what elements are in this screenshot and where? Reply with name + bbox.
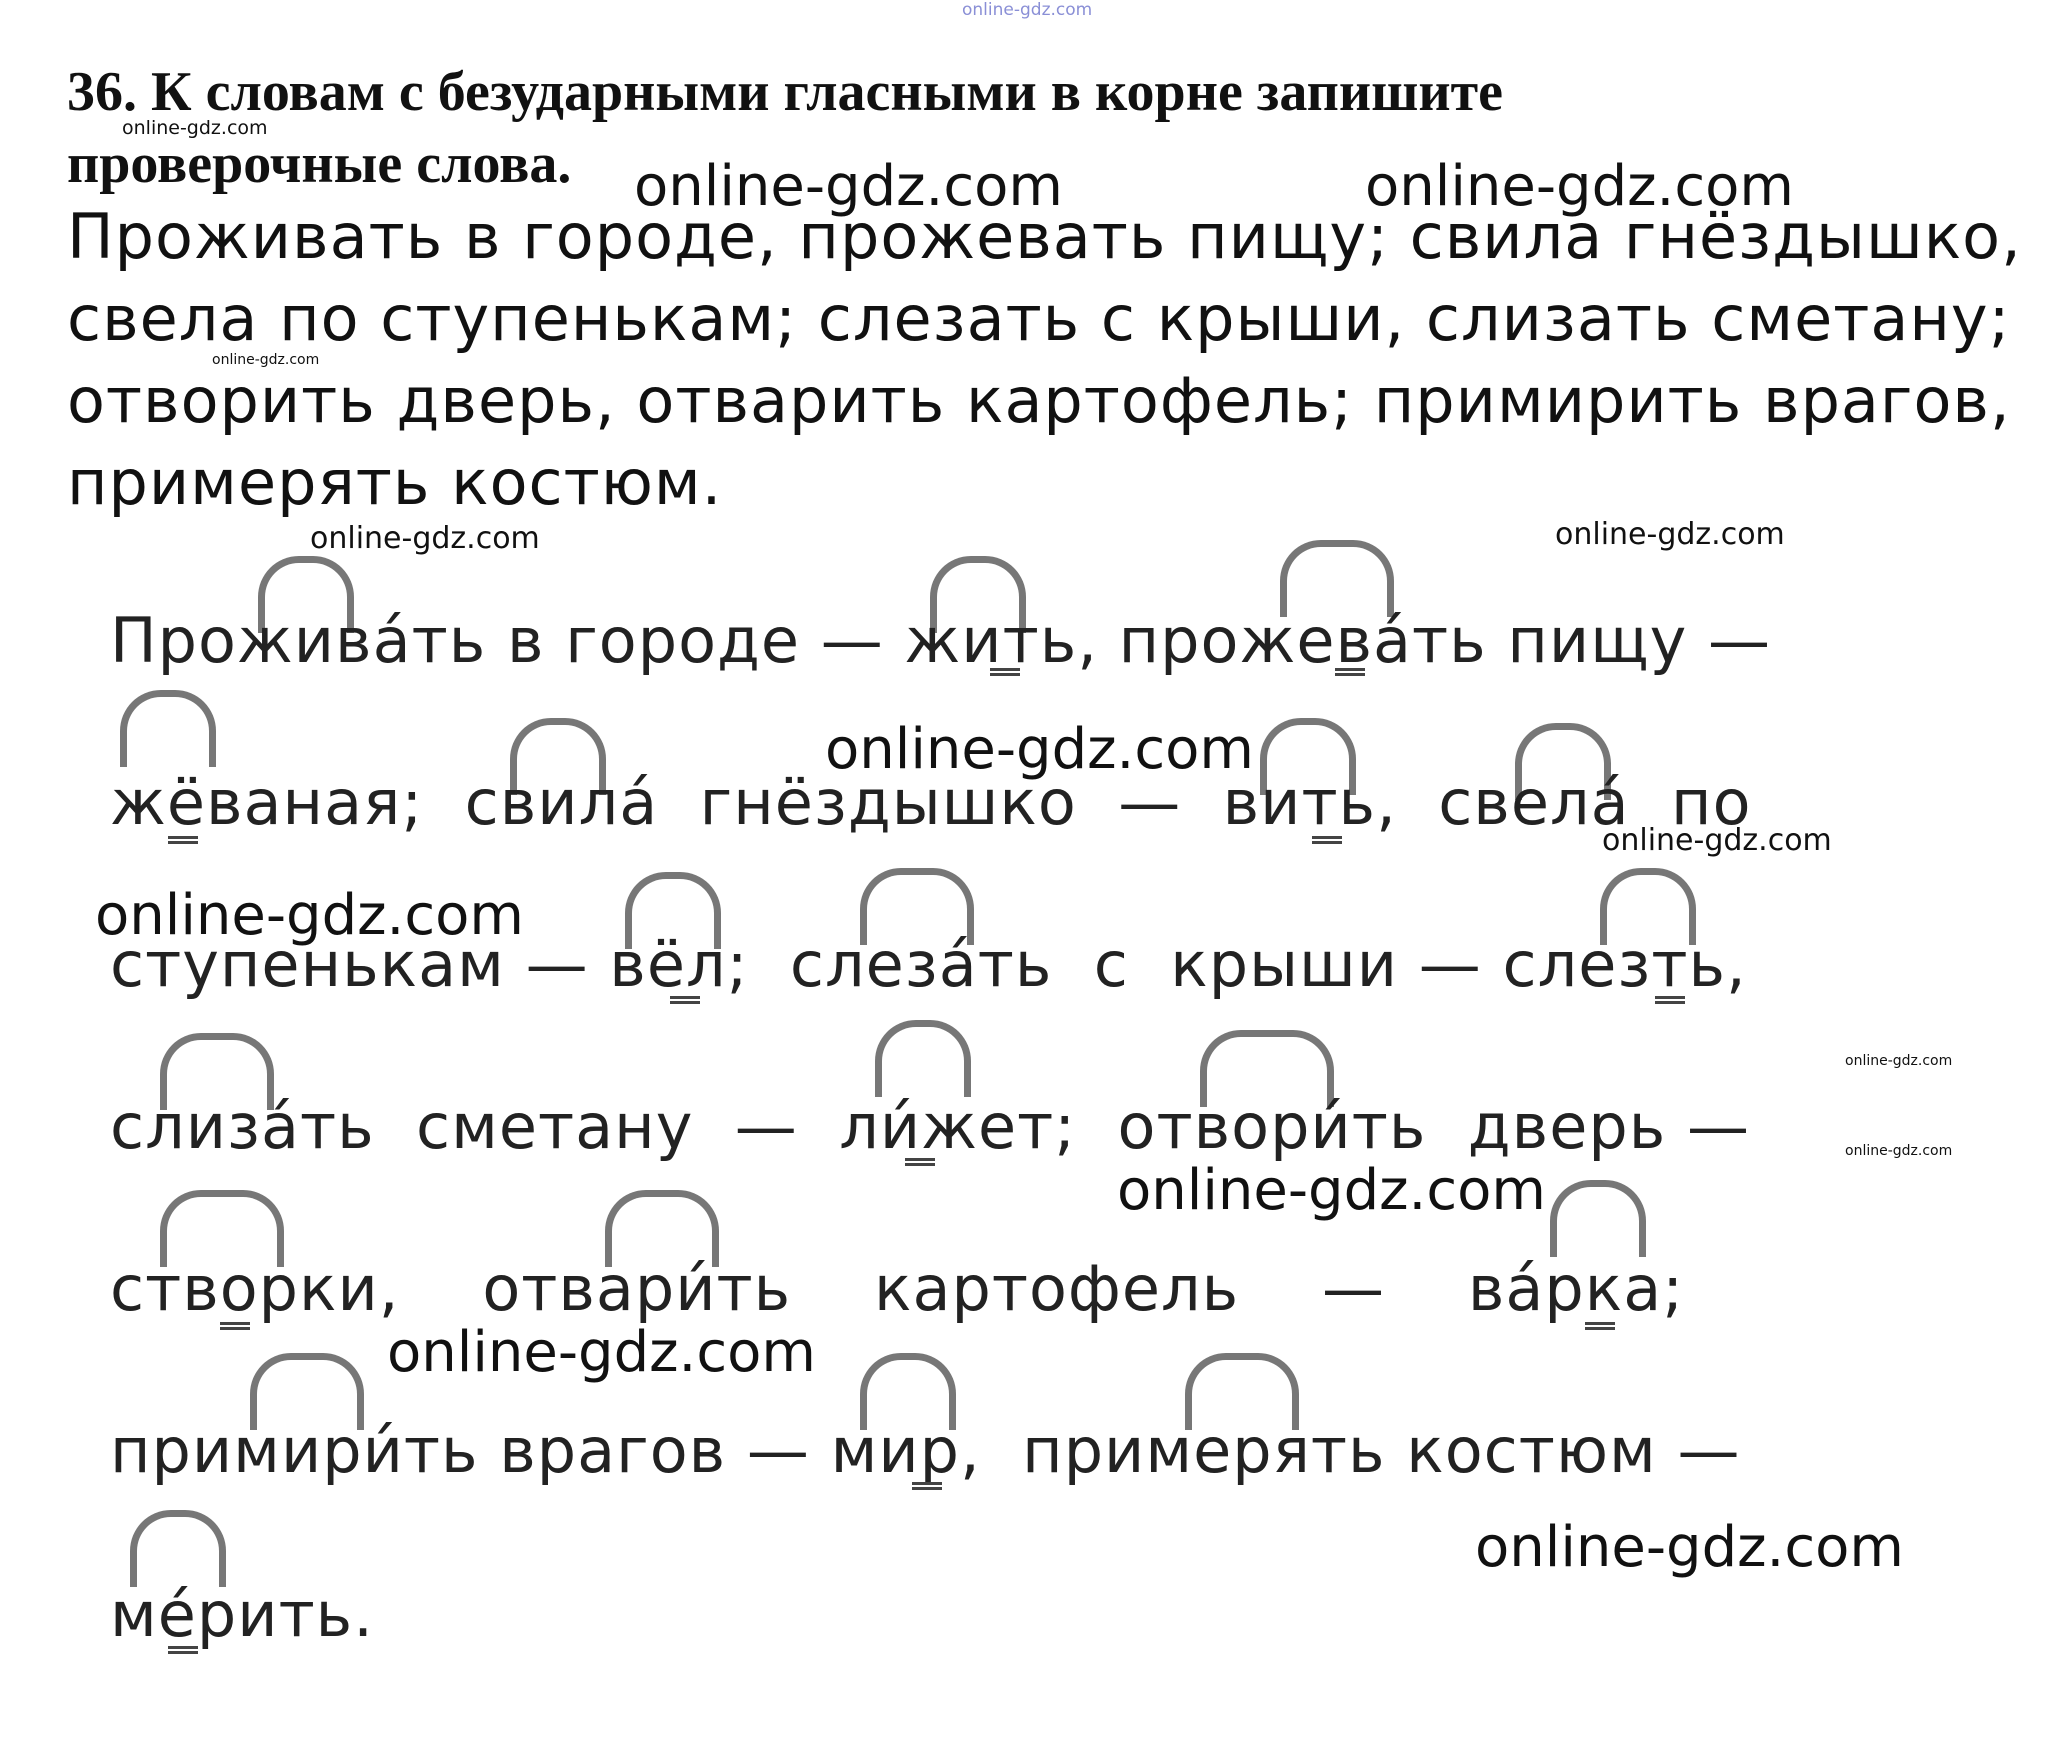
answer-line: ме́рить. — [110, 1578, 374, 1651]
vowel-underline — [905, 1158, 935, 1166]
watermark: online-gdz.com — [634, 154, 1063, 219]
watermark: online-gdz.com — [1555, 517, 1785, 552]
task-title: 36. К словам с безударными гласными в корне запишите проверочные слова. — [67, 61, 1504, 195]
watermark: online-gdz.com — [962, 0, 1093, 20]
watermark: online-gdz.com — [212, 352, 320, 368]
vowel-underline — [1335, 668, 1365, 676]
watermark: online-gdz.com — [122, 117, 268, 139]
vowel-underline — [912, 1482, 942, 1490]
answer-line: Прожива́ть в городе — жить, прожева́ть пищу — — [110, 604, 1771, 677]
answer-line: створки, отвари́ть картофель — ва́рка; — [110, 1252, 1685, 1325]
vowel-underline — [1312, 836, 1342, 844]
answer-line: жёваная; свила́ гнёздышко — вить, свела́ по — [110, 766, 1752, 839]
watermark: online-gdz.com — [825, 717, 1254, 782]
vowel-underline — [168, 1646, 198, 1654]
root-arc — [1550, 1180, 1646, 1257]
root-arc — [130, 1510, 226, 1587]
vowel-underline — [220, 1322, 250, 1330]
watermark: online-gdz.com — [1845, 1143, 1953, 1159]
vowel-underline — [1585, 1322, 1615, 1330]
watermark: online-gdz.com — [1365, 154, 1794, 219]
answer-line: слиза́ть сметану — ли́жет; отвори́ть дверь — — [110, 1090, 1750, 1163]
watermark: online-gdz.com — [95, 883, 524, 948]
watermark: online-gdz.com — [1845, 1053, 1953, 1069]
watermark: online-gdz.com — [310, 521, 540, 556]
answer-line: примири́ть врагов — мир, примерять костюм — — [110, 1414, 1741, 1487]
vowel-underline — [168, 836, 198, 844]
task-text: Проживать в городе, прожевать пищу; свила гнёздышко, свела по ступенькам; слезать с крыши, слизать сметану; отворить дверь, отварить картофель; примирить врагов, примерять костюм. — [67, 200, 2022, 519]
vowel-underline — [990, 668, 1020, 676]
vowel-underline — [670, 996, 700, 1004]
vowel-underline — [1655, 996, 1685, 1004]
answer-line: ступенькам — вёл; слеза́ть с крыши — слезть, — [110, 928, 1747, 1001]
watermark: online-gdz.com — [1602, 823, 1832, 858]
root-arc — [120, 690, 216, 767]
watermark: online-gdz.com — [387, 1320, 816, 1385]
watermark: online-gdz.com — [1475, 1515, 1904, 1580]
watermark: online-gdz.com — [1117, 1158, 1546, 1223]
root-arc — [875, 1020, 971, 1097]
